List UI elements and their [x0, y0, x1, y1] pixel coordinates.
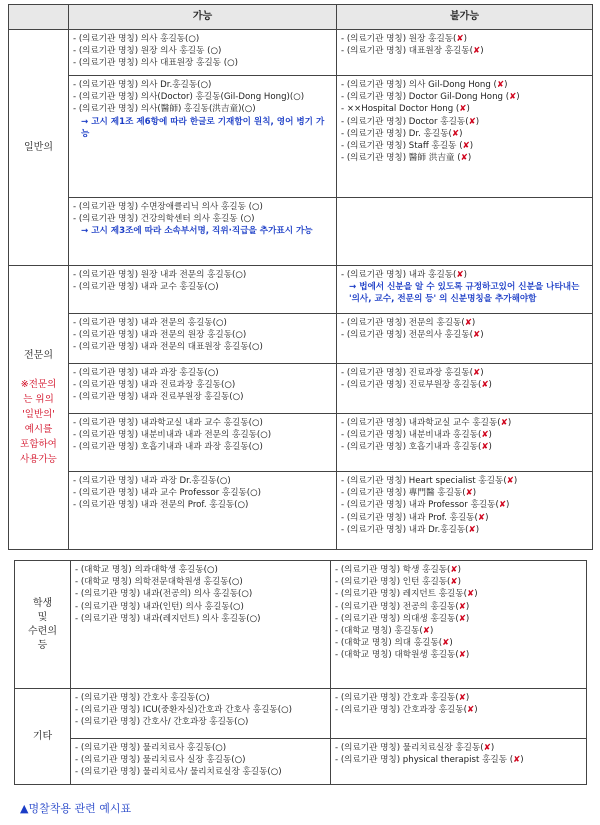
category-label: 수련의 — [28, 625, 57, 637]
example-line: - (의료기관 명칭) Doctor 홍길동(✘) — [341, 116, 480, 127]
example-line: - (의료기관 명칭) 내과 Professor 홍길동(✘) — [341, 500, 510, 511]
example-line: - (의료기관 명칭) 물리치료사/ 물리치료실장 홍길동(○) — [75, 767, 282, 778]
example-line: - (의료기관 명칭) 레지던트 홍길동(✘) — [335, 589, 478, 600]
invalid-mark-icon: ✘ — [451, 128, 460, 139]
table-row — [9, 76, 593, 198]
possible-cell — [69, 76, 337, 198]
impossible-cell — [331, 689, 587, 739]
name-tag-table-top — [8, 4, 593, 550]
invalid-mark-icon: ✘ — [483, 743, 491, 753]
example-line: - (의료기관 명칭) physical therapist 홍길동 (✘) — [335, 755, 524, 766]
invalid-mark-icon: ✘ — [513, 755, 521, 766]
table-row — [9, 266, 593, 314]
example-line: - (의료기관 명칭) 간호과 홍길동(✘) — [335, 693, 470, 703]
invalid-mark-icon: ✘ — [422, 626, 430, 637]
example-line: - (의료기관 명칭) 내과(레지던트) 의사 홍길동(○) — [75, 613, 261, 624]
example-line: - (의료기관 명칭) 내과 교수 Professor 홍길동(○) — [73, 488, 262, 499]
invalid-mark-icon: ✘ — [481, 380, 489, 391]
category-note-line: 사용가능 — [20, 453, 57, 465]
possible-cell — [71, 689, 331, 739]
table-row — [9, 198, 593, 266]
example-line: - (의료기관 명칭) 간호사 홍길동(○) — [75, 693, 210, 703]
example-line: - (의료기관 명칭) 전공의 홍길동(✘) — [335, 601, 470, 612]
table-row — [9, 30, 593, 76]
example-line: - (의료기관 명칭) 의사(Doctor) 홍길동(Gil-Dong Hong)(○) — [73, 92, 305, 103]
invalid-mark-icon: ✘ — [458, 601, 466, 612]
table-row — [15, 561, 587, 689]
table-row — [9, 314, 593, 364]
example-line: - (의료기관 명칭) 인턴 홍길동(✘) — [335, 577, 461, 588]
invalid-mark-icon: ✘ — [467, 589, 475, 600]
example-line: - (의료기관 명칭) 내과 과장 홍길동(○) — [73, 368, 219, 378]
example-line: - (의료기관 명칭) 의사 Gil-Dong Hong (✘) — [341, 80, 508, 90]
invalid-mark-icon: ✘ — [462, 141, 470, 152]
possible-cell — [69, 414, 337, 472]
example-line: - (의료기관 명칭) 학생 홍길동(✘) — [335, 565, 461, 575]
category-cell — [15, 689, 71, 785]
invalid-mark-icon: ✘ — [473, 330, 481, 341]
possible-cell — [69, 30, 337, 76]
example-line: - (의료기관 명칭) 내과 전문의 홍길동(○) — [73, 318, 227, 328]
invalid-mark-icon: ✘ — [467, 705, 475, 716]
example-line: - (의료기관 명칭) 내과학교실 내과 교수 홍길동(○) — [73, 418, 263, 428]
example-line: - (의료기관 명칭) 내과 진료부원장 홍길동(○) — [73, 392, 244, 403]
invalid-mark-icon: ✘ — [450, 577, 458, 588]
example-line: - (의료기관 명칭) 간호사/ 간호과장 홍길동(○) — [75, 717, 249, 728]
category-cell — [9, 30, 69, 266]
example-line: - (의료기관 명칭) 내과 전문의 대표원장 홍길동(○) — [73, 342, 263, 353]
example-line: - (의료기관 명칭) 원장 내과 전문의 홍길동(○) — [73, 270, 247, 280]
invalid-mark-icon: ✘ — [458, 613, 466, 624]
possible-note: → 고시 제3조에 따라 소속부서명, 직위·직급을 추가표시 가능 — [81, 226, 313, 237]
example-line: - (의료기관 명칭) 내과학교실 교수 홍길동(✘) — [341, 418, 512, 428]
example-line: - (의료기관 명칭) 내과 Dr.홍길동(✘) — [341, 524, 480, 535]
invalid-mark-icon: ✘ — [459, 104, 467, 115]
example-line: - (의료기관 명칭) ICU(중환자실)간호과 간호사 홍길동(○) — [75, 705, 292, 716]
impossible-cell — [337, 364, 593, 414]
impossible-cell — [337, 472, 593, 550]
example-line: - (의료기관 명칭) 진료과장 홍길동(✘) — [341, 368, 484, 378]
example-line: - (대학교 명칭) 의과대학생 홍길동(○) — [75, 565, 218, 575]
example-line: - (의료기관 명칭) Staff 홍길동 (✘) — [341, 141, 474, 152]
header-impossible: 불가능 — [337, 5, 593, 30]
invalid-mark-icon: ✘ — [496, 80, 505, 90]
category-label: 및 — [37, 611, 48, 623]
example-line: - (의료기관 명칭) 원장 홍길동(✘) — [341, 34, 467, 44]
example-line: - (의료기관 명칭) 의대생 홍길동(✘) — [335, 613, 470, 624]
possible-cell — [71, 739, 331, 785]
category-note-line: '일반의' — [22, 408, 55, 420]
example-line: - (대학교 명칭) 의학전문대학원생 홍길동(○) — [75, 577, 243, 588]
table-header-row — [9, 5, 593, 30]
invalid-mark-icon: ✘ — [456, 270, 464, 280]
example-line: - (의료기관 명칭) 진료부원장 홍길동(✘) — [341, 380, 492, 391]
possible-cell — [69, 472, 337, 550]
invalid-mark-icon: ✘ — [458, 693, 466, 703]
invalid-mark-icon: ✘ — [477, 512, 486, 523]
example-line: - (의료기관 명칭) 내과 과장 Dr.홍길동(○) — [73, 476, 231, 486]
impossible-cell — [331, 561, 587, 689]
category-label: 등 — [37, 639, 48, 651]
category-label: 전문의 — [24, 349, 53, 361]
category-cell — [9, 266, 69, 550]
example-line: - (의료기관 명칭) 專門醫 홍길동(✘) — [341, 488, 477, 499]
invalid-mark-icon: ✘ — [456, 34, 464, 44]
category-label: 기타 — [32, 730, 53, 742]
invalid-mark-icon: ✘ — [464, 318, 472, 328]
possible-cell — [69, 198, 337, 266]
example-line: - (대학교 명칭) 의대 홍길동(✘) — [335, 638, 453, 649]
example-line: - (의료기관 명칭) 醫師 洪吉童 (✘) — [341, 153, 472, 164]
invalid-mark-icon: ✘ — [498, 500, 507, 511]
invalid-mark-icon: ✘ — [473, 368, 481, 378]
invalid-mark-icon: ✘ — [460, 153, 468, 164]
impossible-note: → 법에서 신분을 알 수 있도록 규정하고있어 신분을 나타내는 '의사, 교수, 전문의 등' 의 신분명칭을 추가해야함 — [349, 282, 580, 305]
example-line: - (의료기관 명칭) 간호과장 홍길동(✘) — [335, 705, 478, 716]
category-note — [13, 377, 64, 467]
possible-cell — [69, 364, 337, 414]
example-line: - (의료기관 명칭) 의사(醫師) 홍길동(洪吉童)(○) — [73, 104, 256, 115]
example-line: - (의료기관 명칭) 의사 Dr.홍길동(○) — [73, 80, 212, 90]
invalid-mark-icon: ✘ — [509, 92, 517, 103]
table-row — [9, 414, 593, 472]
category-label: 학생 — [32, 597, 53, 609]
table-caption: ▲명찰착용 관련 예시표 — [20, 802, 132, 815]
category-label: 일반의 — [24, 141, 53, 153]
category-note-line: 는 위의 — [23, 393, 54, 405]
example-line: - (의료기관 명칭) 물리치료사 홍길동(○) — [75, 743, 227, 753]
impossible-cell — [337, 198, 593, 266]
example-line: - (의료기관 명칭) 내과 전문의 원장 홍길동(○) — [73, 330, 247, 341]
example-line: - (의료기관 명칭) 의사 홍길동(○) — [73, 34, 200, 44]
header-category-cell — [9, 5, 69, 30]
possible-cell — [71, 561, 331, 689]
invalid-mark-icon: ✘ — [473, 46, 481, 57]
example-line: - (의료기관 명칭) 내과(인턴) 의사 홍길동(○) — [75, 601, 244, 612]
possible-cell — [69, 266, 337, 314]
table-row — [15, 739, 587, 785]
table-row — [15, 689, 587, 739]
invalid-mark-icon: ✘ — [506, 476, 514, 486]
invalid-mark-icon: ✘ — [481, 430, 489, 441]
example-line: - (의료기관 명칭) 내과(전공의) 의사 홍길동(○) — [75, 589, 253, 600]
example-line: - (대학교 명칭) 홍길동(✘) — [335, 626, 434, 637]
header-possible: 가능 — [69, 5, 337, 30]
example-line: - (의료기관 명칭) 내과 진료과장 홍길동(○) — [73, 380, 236, 391]
example-line: - (의료기관 명칭) 내과 교수 홍길동(○) — [73, 282, 219, 293]
possible-cell — [69, 314, 337, 364]
invalid-mark-icon: ✘ — [468, 524, 476, 535]
category-note-line: ※전문의 — [20, 378, 57, 390]
example-line: - (의료기관 명칭) 내분비내과 내과 전문의 홍길동(○) — [73, 430, 272, 441]
possible-note: → 고시 제1조 제6항에 따라 한글로 기재함이 원칙, 영어 병기 가능 — [81, 116, 325, 139]
invalid-mark-icon: ✘ — [481, 442, 489, 453]
impossible-cell — [337, 30, 593, 76]
example-line: - (의료기관 명칭) 원장 의사 홍길동 (○) — [73, 46, 222, 57]
example-line: - (의료기관 명칭) 내분비내과 홍길동(✘) — [341, 430, 492, 441]
example-line: - (의료기관 명칭) 내과 Prof. 홍길동(✘) — [341, 512, 489, 523]
example-line: - (의료기관 명칭) 물리치료실장 홍길동(✘) — [335, 743, 495, 753]
example-line: - ××Hospital Doctor Hong (✘) — [341, 104, 470, 115]
invalid-mark-icon: ✘ — [458, 650, 466, 661]
impossible-cell — [337, 414, 593, 472]
name-tag-table-bottom — [14, 560, 587, 785]
invalid-mark-icon: ✘ — [442, 638, 450, 649]
table-row — [9, 472, 593, 550]
example-line: - (의료기관 명칭) 전문의 홍길동(✘) — [341, 318, 476, 328]
example-line: - (의료기관 명칭) Dr. 홍길동(✘) — [341, 128, 463, 139]
invalid-mark-icon: ✘ — [468, 116, 476, 127]
impossible-cell — [331, 739, 587, 785]
example-line: - (대학교 명칭) 대학원생 홍길동(✘) — [335, 650, 470, 661]
example-line: - (의료기관 명칭) 내과 홍길동(✘) — [341, 270, 467, 280]
example-line: - (의료기관 명칭) 물리치료사 실장 홍길동(○) — [75, 755, 246, 766]
impossible-cell — [337, 76, 593, 198]
invalid-mark-icon: ✘ — [465, 488, 473, 499]
example-line: - (의료기관 명칭) 내과 전문의 Prof. 홍길동(○) — [73, 500, 249, 511]
example-line: - (의료기관 명칭) 건강의학센터 의사 홍길동 (○) — [73, 214, 255, 225]
example-line: - (의료기관 명칭) 대표원장 홍길동(✘) — [341, 46, 484, 57]
invalid-mark-icon: ✘ — [500, 418, 508, 428]
impossible-cell — [337, 314, 593, 364]
impossible-cell — [337, 266, 593, 314]
invalid-mark-icon: ✘ — [450, 565, 458, 575]
example-line: - (의료기관 명칭) 의사 대표원장 홍길동 (○) — [73, 58, 238, 69]
example-line: - (의료기관 명칭) 수면장애클리닉 의사 홍길동 (○) — [73, 202, 263, 212]
example-line: - (의료기관 명칭) Doctor Gil-Dong Hong (✘) — [341, 92, 520, 103]
example-line: - (의료기관 명칭) Heart specialist 홍길동(✘) — [341, 476, 518, 486]
example-line: - (의료기관 명칭) 호흡기내과 홍길동(✘) — [341, 442, 492, 453]
category-note-line: 포함하여 — [20, 438, 57, 450]
category-cell — [15, 561, 71, 689]
example-line: - (의료기관 명칭) 호흡기내과 내과 과장 홍길동(○) — [73, 442, 263, 453]
example-line: - (의료기관 명칭) 전문의사 홍길동(✘) — [341, 330, 484, 341]
table-row — [9, 364, 593, 414]
category-note-line: 예시를 — [24, 423, 53, 435]
